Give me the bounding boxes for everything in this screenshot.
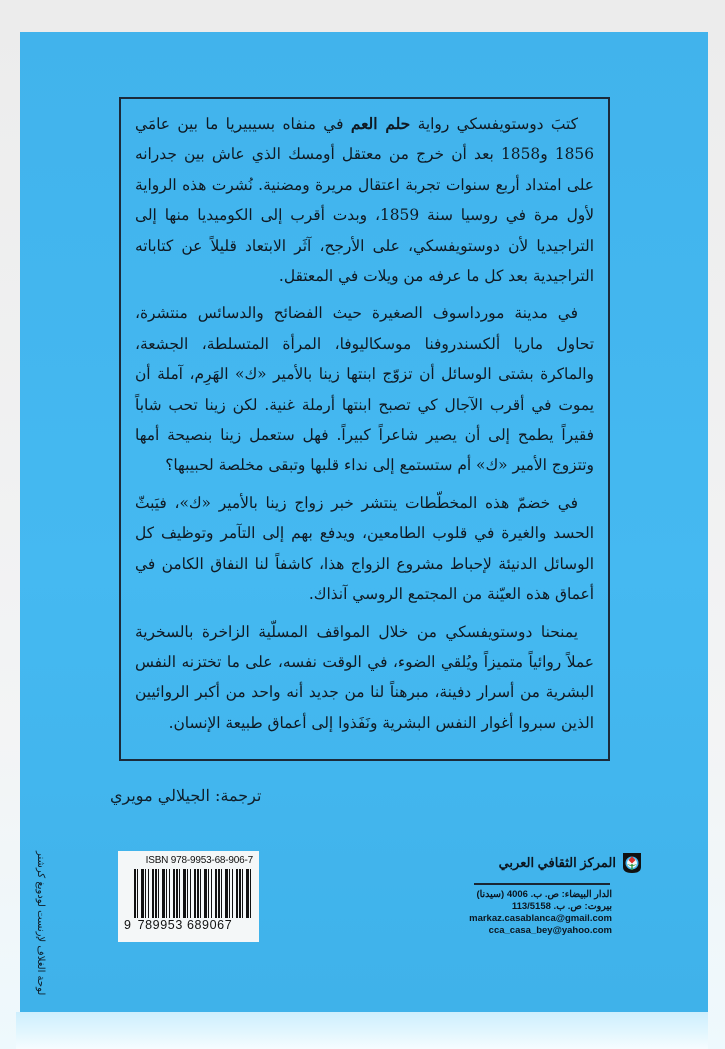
book-title: حلم العم xyxy=(350,115,411,133)
publisher-name: المركز الثقافي العربي xyxy=(498,855,616,870)
publisher-block xyxy=(462,852,642,937)
translator-credit: ترجمة: الجيلالي مويري xyxy=(110,786,262,805)
barcode-digit-first: 9 xyxy=(124,918,132,932)
publisher-logo-icon xyxy=(622,852,642,874)
publisher-divider xyxy=(474,883,610,885)
isbn-barcode xyxy=(118,851,259,942)
description-paragraph-4: يمنحنا دوستويفسكي من خلال المواقف المسلّية الزاخرة بالسخرية عملاً روائياً متميزاً ويُلقي الضوء، في الوقت نفسه، على ما تختزنه النفس البشرية من أسرار دفينة، مبرهناً لنا من جديد أنه واحد من أكبر الروائيين الذين سبروا أغوار النفس البشرية ونَفَذوا إلى أعماق طبيعة الإنسان. xyxy=(135,622,594,732)
description-paragraph-2: في مدينة مورداسوف الصغيرة حيث الفضائح والدسائس منتشرة، تحاول ماريا ألكسندروفنا موسكاليوفا، المرأة المتسلطة، الجشعة، والماكرة بشتى الوسائل أن تزوّج ابنتها زينا بالأمير «ك» الهَرِم، آملة أن يموت في أقرب الآجال كي تصبح ابنتها أرملة غنية. لكن زينا تحب شاباً فقيراً يطمح إلى أن يصير شاعراً كبيراً. فهل ستعمل زينا بنصيحة أمها وتتزوج الأمير «ك» أم ستستمع إلى نداء قلبها وتبقى مخلصة لحبيبها؟ xyxy=(135,304,594,475)
barcode-digits-rest: 789953 689067 xyxy=(137,918,233,932)
publisher-email-1: markaz.casablanca@gmail.com xyxy=(469,913,612,924)
cover-art-credit: لوحة الغلاف لإرنست لودويغ كرشنر xyxy=(35,850,46,995)
barcode-digits xyxy=(124,918,253,932)
publisher-address-beirut: بيروت: ص. ب. 113/5158 xyxy=(511,901,612,912)
description-box xyxy=(119,97,610,761)
surface-reflection xyxy=(16,1012,708,1049)
publisher-header xyxy=(462,852,642,874)
isbn-label: ISBN 978-9953-68-906-7 xyxy=(145,855,253,866)
publisher-address-casablanca: الدار البيضاء: ص. ب. 4006 (سيدنا) xyxy=(476,889,612,900)
publisher-email-2: cca_casa_bey@yahoo.com xyxy=(488,925,612,936)
paragraph-text: في منفاه بسيبيريا ما بين عامَي 1856 و1858 بعد أن خرج من معتقل أومسك الذي عاش بين جدرانه على امتداد أربع سنوات تجربة اعتقال مريرة ومضنية. نُشرت هذه الرواية لأول مرة في روسيا سنة 1859، وبدت أقرب إلى الكوميديا منها إلى التراجيديا لأن دوستويفسكي، على الأرجح، آثَر الابتعاد قليلاً عن كتاباته التراجيدية بعد كل ما عرفه من ويلات في المعتقل. xyxy=(135,115,595,286)
description-paragraph-3: في خضمّ هذه المخطّطات ينتشر خبر زواج زينا بالأمير «ك»، فيَبثّ الحسد والغيرة في قلوب الطامعين، ويدفع بهم إلى التآمر وتوظيف كل الوسائل الدنيئة لإحباط مشروع الزواج هذا، كاشفاً لنا النفاق الكامن في أعماق هذه العيّنة من المجتمع الروسي آنذاك. xyxy=(135,493,594,604)
paragraph-text: كتبَ دوستويفسكي رواية xyxy=(410,115,578,133)
description-paragraph-1 xyxy=(135,109,594,291)
barcode-bars xyxy=(134,869,253,921)
